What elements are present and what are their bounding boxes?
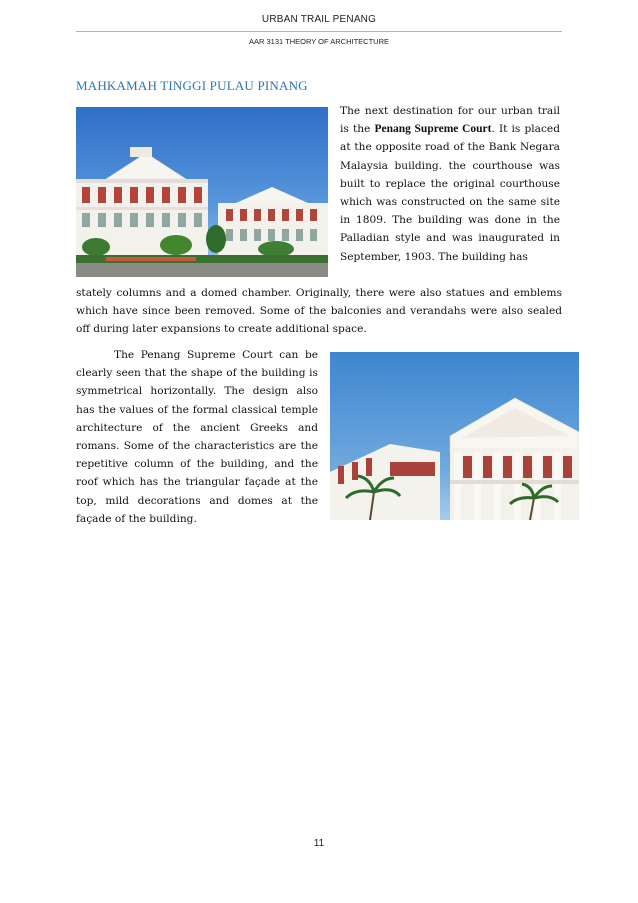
paragraph-1-continuation: stately columns and a domed chamber. Originally, there were also statues and emblems which have since been removed. Some of the balconies and verandahs were also sealed off during later expansions to create additional space. bbox=[76, 287, 562, 336]
section-title: MAHKAMAH TINGGI PULAU PINANG bbox=[76, 78, 308, 93]
paragraph-1-rest: . It is placed at the opposite road of the Bank Negara Malaysia building. the courthouse was built to replace the original courthouse which was constructed on the same site in 1809. The building was done in the Palladian style and was inaugurated in September, 1903. The building has bbox=[340, 123, 560, 263]
paragraph-2-text: The Penang Supreme Court can be clearly seen that the shape of the building is symmetrical horizontally. The design also has the values of the formal classical temple architecture of the ancient Greeks and romans. Some of the characteristics are the repetitive column of the building, and the roof which has the triangular façade at the top, mild decorations and domes at the façade of the building. bbox=[76, 349, 318, 525]
paragraph-1-right-column bbox=[340, 102, 560, 266]
paragraph-1-intro: The next destination for our urban trail is the bbox=[340, 105, 560, 136]
header-title: URBAN TRAIL PENANG bbox=[261, 14, 377, 25]
page-number: 11 bbox=[313, 838, 325, 849]
supreme-court-photo-closeup bbox=[330, 352, 579, 520]
court-name-bold: Penang Supreme Court bbox=[374, 123, 492, 136]
header-divider bbox=[76, 31, 562, 32]
header-subtitle: AAR 3131 THEORY OF ARCHITECTURE bbox=[248, 37, 390, 46]
paragraph-2 bbox=[76, 346, 318, 528]
supreme-court-photo-wide bbox=[76, 107, 328, 277]
